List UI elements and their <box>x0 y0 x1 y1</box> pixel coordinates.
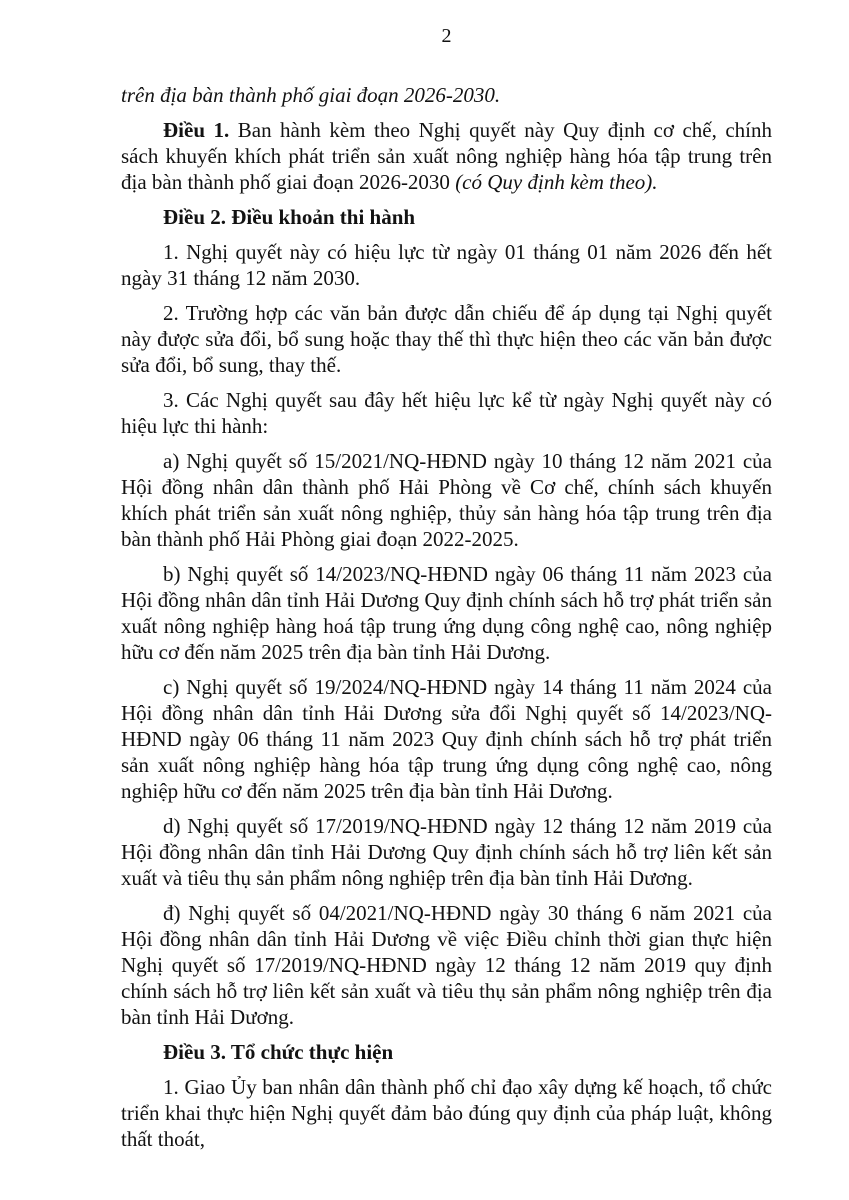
article-2-clause-3-item-dd: đ) Nghị quyết số 04/2021/NQ-HĐND ngày 30 tháng 6 năm 2021 của Hội đồng nhân dân tỉnh Hải Dương về việc Điều chỉnh thời gian thực hiện Nghị quyết số 17/2019/NQ-HĐND ngày 12 tháng 12 năm 2019 quy định chính sách hỗ trợ liên kết sản xuất và tiêu thụ sản phẩm nông nghiệp trên địa bàn tỉnh Hải Dương. <box>121 901 772 1029</box>
article-2-clause-3-item-d: d) Nghị quyết số 17/2019/NQ-HĐND ngày 12 tháng 12 năm 2019 của Hội đồng nhân dân tỉnh Hải Dương Quy định chính sách hỗ trợ liên kết sản xuất và tiêu thụ sản phẩm nông nghiệp trên địa bàn tỉnh Hải Dương. <box>121 814 772 890</box>
continuation-paragraph: trên địa bàn thành phố giai đoạn 2026-2030. <box>121 83 501 107</box>
article-1-paragraph <box>121 117 772 195</box>
article-2-clause-1: 1. Nghị quyết này có hiệu lực từ ngày 01 tháng 01 năm 2026 đến hết ngày 31 tháng 12 năm 2030. <box>121 240 772 290</box>
article-1-italic-note: (có Quy định kèm theo). <box>455 170 658 194</box>
article-2-clause-3: 3. Các Nghị quyết sau đây hết hiệu lực kể từ ngày Nghị quyết này có hiệu lực thi hành: <box>121 388 772 438</box>
article-1-text: Ban hành kèm theo Nghị quyết này Quy định cơ chế, chính sách khuyến khích phát triển sản xuất nông nghiệp hàng hóa tập trung trên địa bàn thành phố giai đoạn 2026-2030 <box>121 118 772 194</box>
document-body <box>121 82 772 1152</box>
article-3-clause-1: 1. Giao Ủy ban nhân dân thành phố chỉ đạo xây dựng kế hoạch, tổ chức triển khai thực hiện Nghị quyết đảm bảo đúng quy định của pháp luật, không thất thoát, <box>121 1075 772 1151</box>
article-1-label: Điều 1. <box>163 118 230 142</box>
article-2-clause-3-item-a: a) Nghị quyết số 15/2021/NQ-HĐND ngày 10 tháng 12 năm 2021 của Hội đồng nhân dân thành phố Hải Phòng về Cơ chế, chính sách khuyến khích phát triển sản xuất nông nghiệp, thủy sản hàng hóa tập trung trên địa bàn thành phố Hải Phòng giai đoạn 2022-2025. <box>121 449 772 551</box>
page-number: 2 <box>441 25 452 47</box>
article-3-heading: Điều 3. Tổ chức thực hiện <box>163 1040 394 1064</box>
article-2-clause-3-item-b: b) Nghị quyết số 14/2023/NQ-HĐND ngày 06 tháng 11 năm 2023 của Hội đồng nhân dân tỉnh Hải Dương Quy định chính sách hỗ trợ phát triển sản xuất nông nghiệp hàng hoá tập trung ứng dụng công nghệ cao, nông nghiệp hữu cơ đến năm 2025 trên địa bàn tỉnh Hải Dương. <box>121 562 772 664</box>
article-2-clause-2: 2. Trường hợp các văn bản được dẫn chiếu để áp dụng tại Nghị quyết này được sửa đổi, bổ sung hoặc thay thế thì thực hiện theo các văn bản được sửa đổi, bổ sung, thay thế. <box>121 301 772 377</box>
article-2-clause-3-item-c: c) Nghị quyết số 19/2024/NQ-HĐND ngày 14 tháng 11 năm 2024 của Hội đồng nhân dân tỉnh Hải Dương sửa đổi Nghị quyết số 14/2023/NQ-HĐND ngày 06 tháng 11 năm 2023 Quy định chính sách hỗ trợ phát triển sản xuất nông nghiệp hàng hóa tập trung ứng dụng công nghệ cao, nông nghiệp hữu cơ đến năm 2025 trên địa bàn tỉnh Hải Dương. <box>121 675 772 803</box>
article-2-heading: Điều 2. Điều khoản thi hành <box>163 205 416 229</box>
